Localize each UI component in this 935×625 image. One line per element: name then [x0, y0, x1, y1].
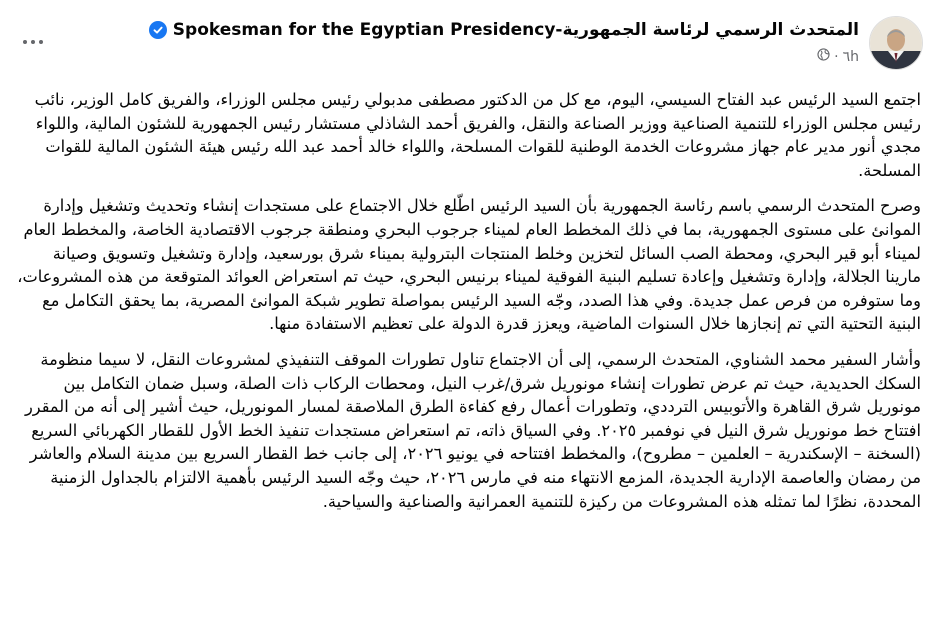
globe-icon[interactable]	[817, 48, 830, 65]
post-header	[12, 10, 923, 70]
dot-separator: ·	[834, 48, 839, 65]
post-time[interactable]: ٦h	[842, 48, 859, 65]
post-body	[14, 88, 921, 525]
verified-badge-icon	[149, 21, 167, 39]
author-name[interactable]: المتحدث الرسمي لرئاسة الجمهورية-Spokesman for the Egyptian Presidency	[172, 20, 859, 40]
author-row	[149, 20, 859, 40]
post-meta	[817, 48, 859, 65]
avatar[interactable]	[869, 16, 923, 70]
post-paragraph-1: اجتمع السيد الرئيس عبد الفتاح السيسي، اليوم، مع كل من الدكتور مصطفى مدبولي رئيس مجلس الوزراء، والفريق كامل الوزير، نائب رئيس مجلس الوزراء للتنمية الصناعية ووزير الصناعة والنقل، والفريق أحمد الشاذلي مستشار رئيس الجمهورية للشئون المالية، واللواء مجدي أنور مدير عام جهاز مشروعات الخدمة الوطنية للقوات المسلحة، واللواء خالد أحمد عبد الله رئيس هيئة الشئون المالية للقوات المسلحة.	[34, 90, 921, 180]
more-options-icon[interactable]	[18, 32, 48, 52]
post-paragraph-3: وأشار السفير محمد الشناوي، المتحدث الرسمي، إلى أن الاجتماع تناول تطورات الموقف التنفيذي لمشروعات النقل، لا سيما منظومة السكك الحديدية، حيث تم عرض تطورات إنشاء مونوريل شرق/غرب النيل، ومحطات الركاب ذات الصلة، وسبل ضمان التكامل بين مونوريل شرق القاهرة والأتوبيس الترددي، وتطورات أعمال رفع كفاءة الطرق الملاصقة لمسار المونوريل، حيث أشير إلى أنه من المقرر افتتاح خط مونوريل شرق النيل في نوفمبر ٢٠٢٥. وفي السياق ذاته، تم استعراض مستجدات تنفيذ الخط الأول للقطار الكهربائي السريع (السخنة – الإسكندرية – العلمين – مطروح)، والمخطط افتتاحه في يونيو ٢٠٢٦، إلى جانب خط القطار السريع بين مدينة السلام والعاشر من رمضان والعاصمة الإدارية الجديدة، المزمع الانتهاء منه في مارس ٢٠٢٦، حيث وجّه السيد الرئيس بأهمية الالتزام بالجداول الزمنية المحددة، نظرًا لما تمثله هذه المشروعات من ركيزة للتنمية العمرانية والصناعية والسياحية.	[24, 349, 921, 511]
post-paragraph-2: وصرح المتحدث الرسمي باسم رئاسة الجمهورية بأن السيد الرئيس اطّلع خلال الاجتماع على مستجدات إنشاء وتحديث وتشغيل وإدارة الموانئ على مستوى الجمهورية، بما في ذلك المخطط العام لميناء جرجوب البحري ومنطقة جرجوب الاقتصادية الخاصة، والمخطط العام لميناء أبو قير البحري، ومحطة الصب السائل لتخزين وخلط المنتجات البترولية بميناء شرق بورسعيد، وإدارة وتشغيل وتسويق وصيانة مارينا الجلالة، وإدارة وتشغيل وإعادة تسليم البنية الفوقية لميناء برنيس البحري، حيث تم استعراض العوائد المتوقعة من هذه المشروعات، وما ستوفره من فرص عمل جديدة. وفي هذا الصدد، وجّه السيد الرئيس بمواصلة تطوير شبكة الموانئ المصرية، بما يحقق التكامل مع البنية التحتية التي تم إنجازها خلال السنوات الماضية، ويعزز قدرة الدولة على تعظيم الاستفادة منها.	[17, 196, 921, 334]
